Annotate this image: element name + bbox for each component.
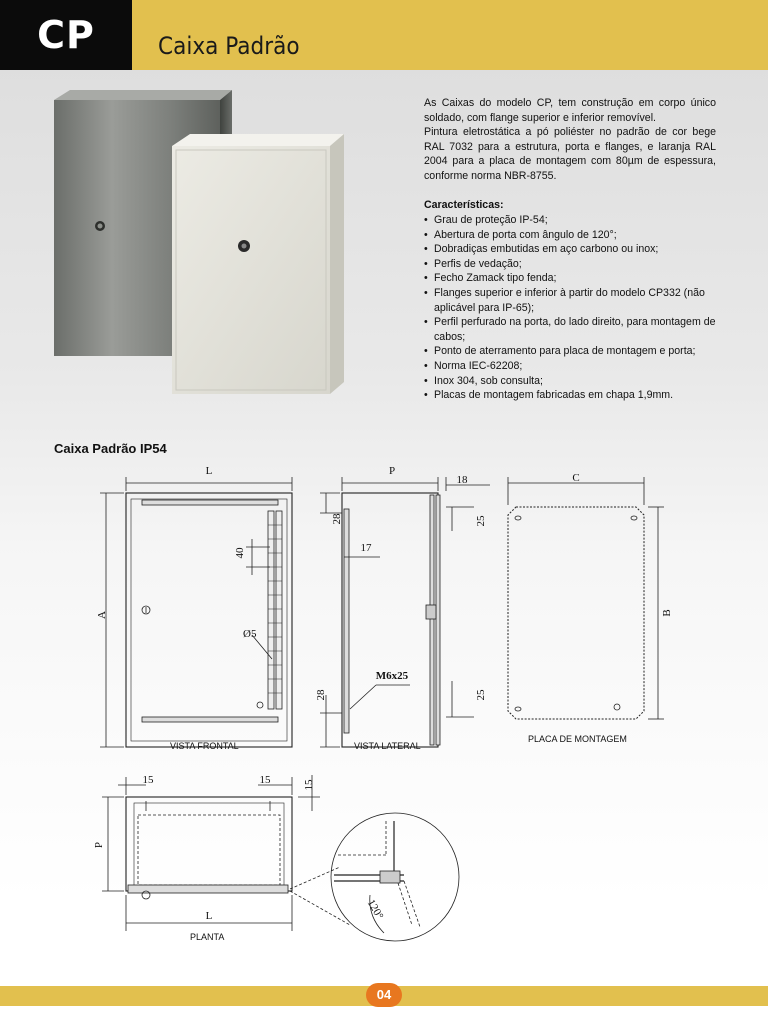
plate-height-label: B	[661, 609, 673, 617]
plan-angle-label: 120°	[364, 897, 386, 922]
list-item: • Placas de montagem fabricadas em chapa 1,9mm.	[424, 388, 724, 403]
front-height-label: A	[96, 611, 108, 619]
plate-caption: PLACA DE MONTAGEM	[528, 734, 627, 744]
list-item: • Fecho Zamack tipo fenda;	[424, 271, 724, 286]
side-dim-18: 18	[456, 474, 468, 486]
side-dim-28-bottom: 28	[315, 689, 327, 701]
technical-drawing	[0, 455, 768, 960]
plan-width-label: L	[205, 910, 213, 922]
plan-caption: PLANTA	[190, 932, 225, 942]
mounting-plate	[508, 477, 664, 719]
list-item: • Inox 304, sob consulta;	[424, 374, 724, 389]
front-width-label: L	[205, 465, 213, 477]
features-list	[424, 213, 724, 403]
plan-dim-15-left: 15	[142, 774, 154, 786]
list-item: • Grau de proteção IP-54;	[424, 213, 724, 228]
page-number: 04	[366, 983, 402, 1007]
list-item: • Ponto de aterramento para placa de montagem e porta;	[424, 344, 724, 359]
side-dim-25-bottom: 25	[475, 689, 487, 701]
beige-enclosure	[172, 134, 344, 394]
page-title: Caixa Padrão	[158, 32, 300, 60]
plan-dim-15-side: 15	[303, 779, 315, 791]
detail-circle	[331, 813, 459, 941]
page-header	[0, 0, 768, 70]
side-view-caption: VISTA LATERAL	[354, 741, 421, 751]
front-view-caption: VISTA FRONTAL	[170, 741, 239, 751]
product-description	[424, 96, 716, 184]
side-depth-label: P	[388, 465, 396, 477]
list-item: • Perfis de vedação;	[424, 257, 724, 272]
side-dim-28-top: 28	[331, 513, 343, 525]
list-item: • Abertura de porta com ângulo de 120°;	[424, 228, 724, 243]
model-code: CP	[0, 0, 132, 70]
plan-dim-15-right: 15	[259, 774, 271, 786]
features-title: Características:	[424, 199, 504, 211]
plan-view	[102, 775, 350, 931]
front-dim-40: 40	[234, 547, 246, 559]
side-dim-25-top: 25	[475, 515, 487, 527]
side-dim-17: 17	[360, 542, 372, 554]
description-paragraph: As Caixas do modelo CP, tem construção em corpo único soldado, com flange superior e inferior removível.	[424, 97, 716, 124]
plate-width-label: C	[572, 472, 580, 484]
product-photo	[48, 88, 408, 410]
description-paragraph: Pintura eletrostática a pó poliéster no padrão de cor bege RAL 7032 para a estrutura, porta e flanges, e laranja RAL 2004 para a placa de montagem com 80µm de espessura, conforme norma NBR-8755.	[424, 126, 716, 182]
list-item: • Norma IEC-62208;	[424, 359, 724, 374]
side-view	[320, 477, 490, 747]
list-item: • Dobradiças embutidas em aço carbono ou inox;	[424, 242, 724, 257]
plan-depth-label: P	[93, 841, 105, 849]
front-view	[100, 477, 292, 747]
list-item: • Perfil perfurado na porta, do lado direito, para montagem de cabos;	[424, 315, 724, 344]
list-item: • Flanges superior e inferior à partir do modelo CP332 (não aplicável para IP-65);	[424, 286, 724, 315]
front-hole-label: Ø5	[243, 628, 257, 640]
side-screw-label: M6x25	[375, 670, 409, 682]
drawing-section-title: Caixa Padrão IP54	[54, 441, 167, 456]
